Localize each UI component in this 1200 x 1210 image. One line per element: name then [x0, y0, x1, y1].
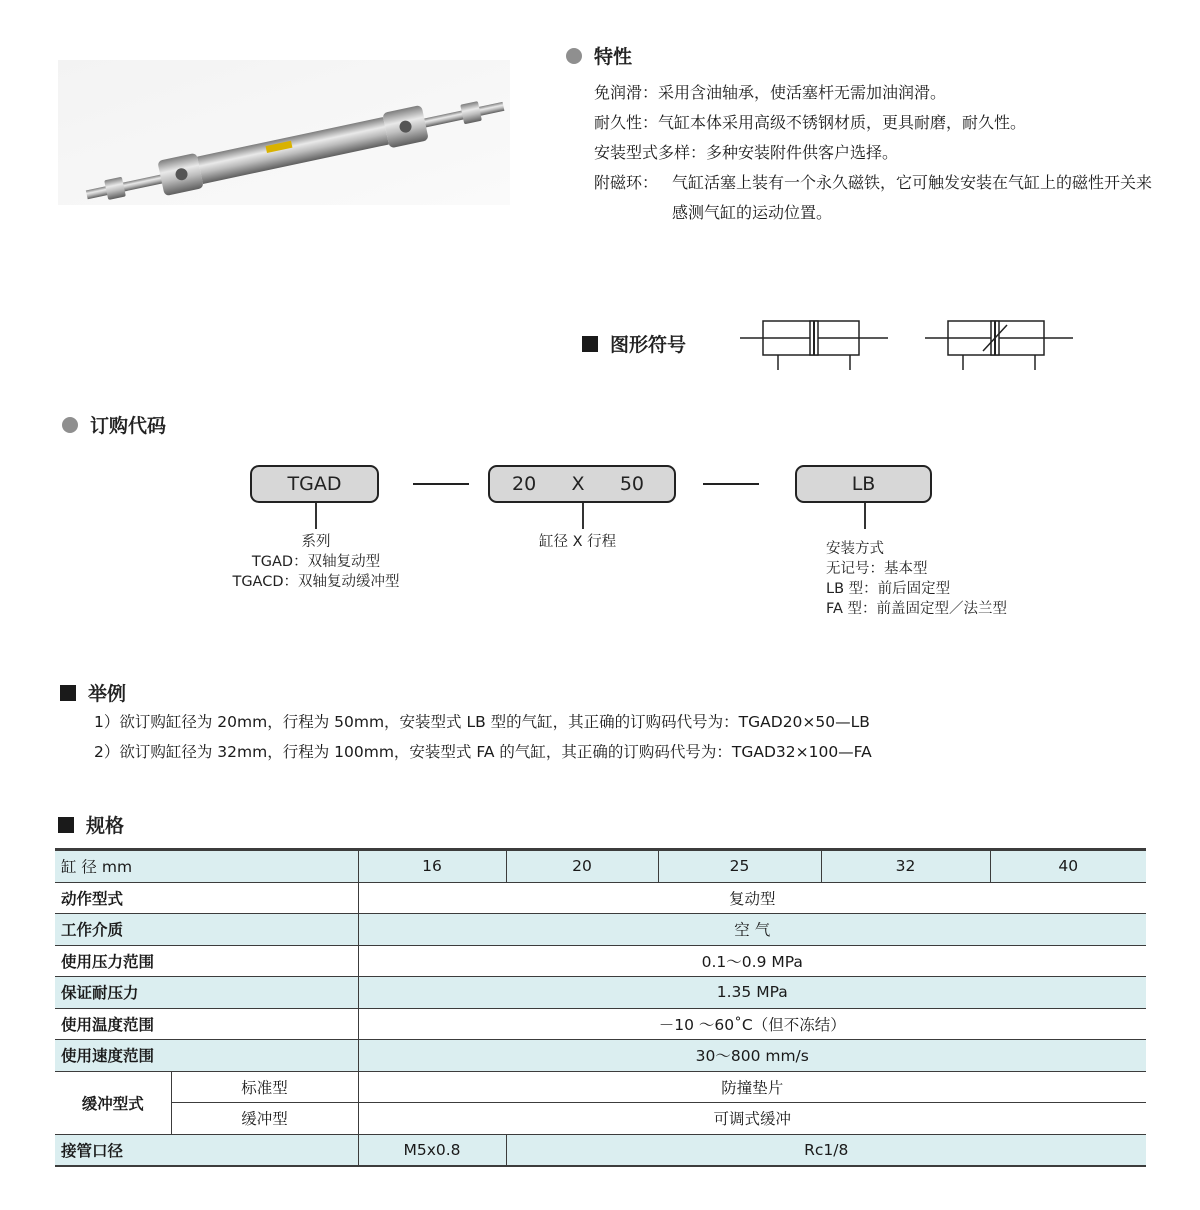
stroke-code: 50: [619, 473, 644, 495]
bore-cell: 25: [658, 850, 821, 883]
feature-text: 采用含油轴承，使活塞杆无需加油润滑。: [658, 83, 947, 102]
port-large-value: Rc1/8: [506, 1134, 1146, 1166]
feature-label: 耐久性：: [594, 113, 659, 132]
feature-label: 免润滑：: [594, 83, 659, 102]
bore-code: 20: [512, 473, 537, 495]
bore-header-cell: 缸 径 mm: [55, 850, 358, 883]
connector-line: [315, 503, 317, 529]
spec-table: [55, 848, 1146, 1167]
table-row: [55, 1040, 1146, 1072]
separator-dash: [413, 483, 469, 485]
features-heading: [566, 42, 632, 69]
table-row: [55, 1103, 1146, 1135]
table-row: [55, 1071, 1146, 1103]
connector-line: [864, 503, 866, 529]
row-value: 1.35 MPa: [358, 977, 1146, 1009]
times-symbol: X: [571, 473, 585, 495]
row-label: 使用温度范围: [55, 1008, 358, 1040]
mount-note-title: 安装方式: [826, 541, 884, 557]
bore-cell: 32: [821, 850, 990, 883]
separator-dash: [703, 483, 759, 485]
example-line: 1）欲订购缸径为 20mm，行程为 50mm，安装型式 LB 型的气缸，其正确的订购码代号为：TGAD20×50—LB: [94, 713, 870, 731]
mount-note-line: FA 型：前盖固定型／法兰型: [826, 601, 1008, 617]
bore-cell: 40: [990, 850, 1146, 883]
mount-note-line: 无记号：基本型: [826, 561, 928, 577]
cushion-standard-label: 标准型: [171, 1071, 358, 1103]
row-value: 0.1～0.9 MPa: [358, 945, 1146, 977]
row-label: 保证耐压力: [55, 977, 358, 1009]
feature-item: [594, 78, 1174, 108]
bullet-dot-icon: [566, 48, 582, 64]
feature-item: [594, 108, 1174, 138]
table-header-row: [55, 850, 1146, 883]
example-list: [94, 707, 872, 767]
feature-text: 气缸活塞上装有一个永久磁铁，它可触发安装在气缸上的磁性开关来感测气缸的运动位置。: [672, 173, 1153, 222]
table-row: [55, 1134, 1146, 1166]
row-value: 30～800 mm/s: [358, 1040, 1146, 1072]
bore-cell: 16: [358, 850, 506, 883]
bullet-square-icon: [58, 817, 74, 833]
port-label: 接管口径: [55, 1134, 358, 1166]
bullet-dot-icon: [62, 417, 78, 433]
mount-note: [826, 539, 1007, 619]
bore-cell: 20: [506, 850, 658, 883]
symbols-title: 图形符号: [610, 334, 687, 356]
table-row: [55, 1008, 1146, 1040]
bullet-square-icon: [582, 336, 598, 352]
series-note-line: TGAD：双轴复动型: [251, 554, 381, 570]
bore-stroke-note: [539, 532, 616, 552]
table-row: [55, 945, 1146, 977]
row-label: 使用速度范围: [55, 1040, 358, 1072]
series-code-box: [250, 465, 379, 503]
cushion-cushioned-value: 可调式缓冲: [358, 1103, 1146, 1135]
series-note-line: TGACD：双轴复动缓冲型: [232, 574, 400, 590]
bore-stroke-code-box: [488, 465, 676, 503]
spec-heading: [58, 811, 124, 838]
row-value: 复动型: [358, 882, 1146, 914]
example-title: 举例: [88, 683, 127, 705]
cylinder-symbol-icon: [740, 318, 890, 372]
mount-code: LB: [851, 473, 876, 495]
table-row: [55, 977, 1146, 1009]
cushion-cushioned-label: 缓冲型: [171, 1103, 358, 1135]
row-label: 使用压力范围: [55, 945, 358, 977]
row-label: 动作型式: [55, 882, 358, 914]
table-row: [55, 914, 1146, 946]
bullet-square-icon: [60, 685, 76, 701]
feature-item: [594, 138, 1174, 168]
example-line: 2）欲订购缸径为 32mm，行程为 100mm，安装型式 FA 的气缸，其正确的订购码代号为：TGAD32×100—FA: [94, 743, 872, 761]
row-value: －10 ～60˚C（但不冻结）: [358, 1008, 1146, 1040]
cushion-standard-value: 防撞垫片: [358, 1071, 1146, 1103]
port-small-value: M5x0.8: [358, 1134, 506, 1166]
feature-item: [594, 168, 1174, 228]
feature-text: 多种安装附件供客户选择。: [706, 143, 899, 162]
row-label: 工作介质: [55, 914, 358, 946]
bore-note-text: 缸径 X 行程: [539, 534, 617, 550]
table-row: [55, 882, 1146, 914]
feature-text: 气缸本体采用高级不锈钢材质，更具耐磨，耐久性。: [658, 113, 1027, 132]
spec-title: 规格: [86, 815, 125, 837]
features-list: [594, 78, 1174, 228]
connector-line: [582, 503, 584, 529]
cushion-cylinder-symbol-icon: [925, 318, 1075, 372]
mount-code-box: [795, 465, 932, 503]
order-code-title: 订购代码: [90, 415, 167, 437]
cushion-label: 缓冲型式: [55, 1071, 171, 1134]
feature-label: 附磁环：: [594, 173, 659, 192]
mount-note-line: LB 型：前后固定型: [826, 581, 951, 597]
features-title: 特性: [594, 46, 633, 68]
example-heading: [60, 679, 126, 706]
row-value: 空 气: [358, 914, 1146, 946]
symbols-heading: [582, 330, 686, 357]
series-note: [228, 532, 404, 592]
order-code-heading: [62, 411, 166, 438]
series-code: TGAD: [287, 473, 342, 495]
feature-label: 安装型式多样：: [594, 143, 707, 162]
product-photo: [58, 60, 510, 205]
series-note-title: 系列: [301, 534, 331, 550]
